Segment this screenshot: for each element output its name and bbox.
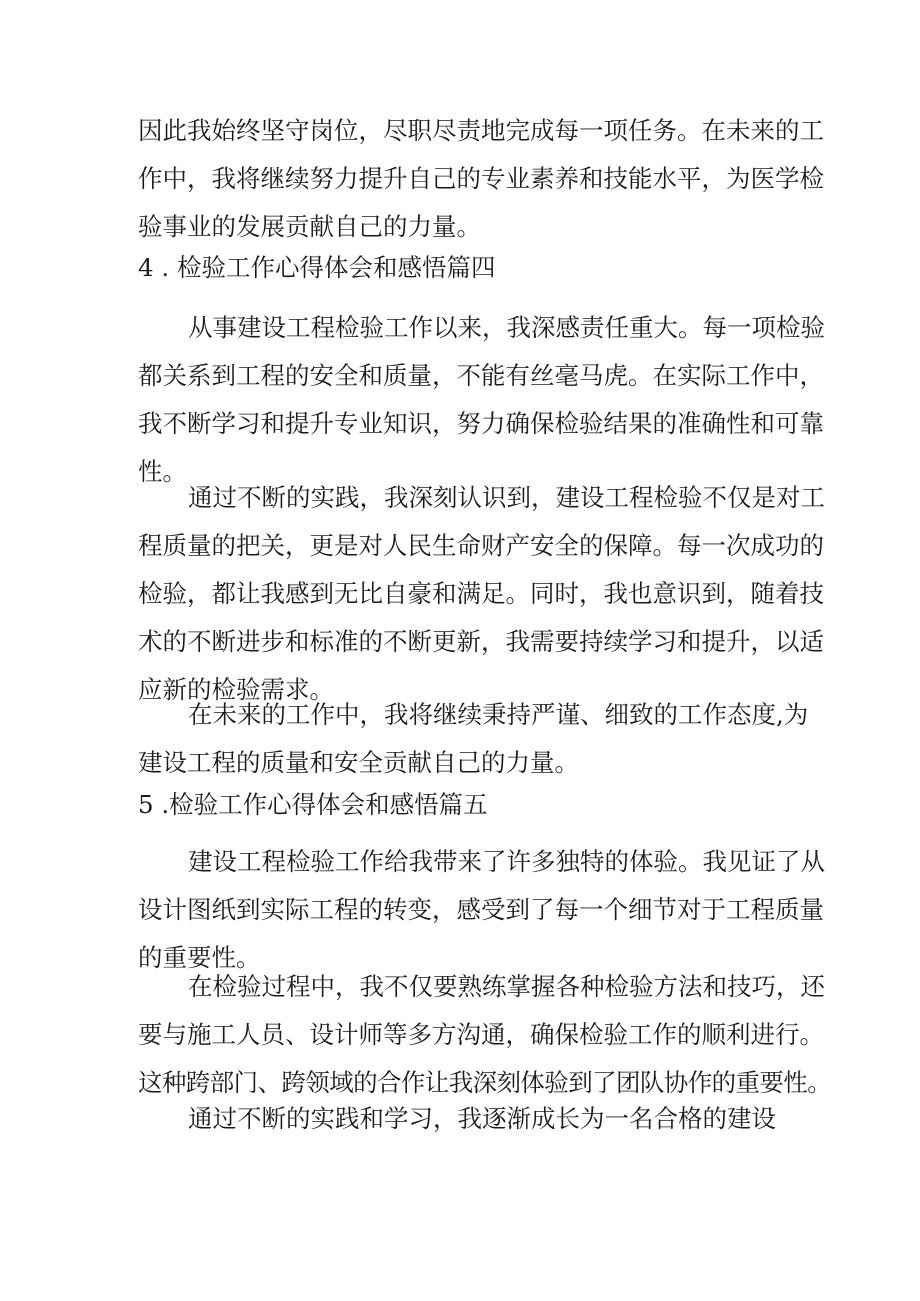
section5-paragraph-1	[138, 838, 825, 982]
paragraph-line: 性。	[138, 457, 187, 486]
paragraph-line: 从事建设工程检验工作以来，我深感责任重大。每一项检验	[188, 313, 825, 342]
paragraph-line: 应新的检验需求。	[138, 675, 334, 704]
section4-paragraph-2	[138, 474, 825, 714]
section-heading-5: 5 .检验工作心得体会和感悟篇五	[138, 790, 488, 819]
section5-paragraph-3	[138, 1095, 786, 1143]
section5-paragraph-2	[138, 963, 832, 1107]
paragraph-line: 验事业的发展贡献自己的力量。	[138, 212, 481, 241]
paragraph-line: 在未来的工作中，我将继续秉持严谨、细致的工作态度,为	[188, 700, 809, 729]
paragraph-line: 这种跨部门、跨领域的合作让我深刻体验到了团队协作的重要性。	[138, 1068, 832, 1097]
intro-paragraph	[138, 107, 824, 251]
section4-paragraph-3	[138, 691, 809, 787]
paragraph-line: 通过不断的实践，我深刻认识到，建设工程检验不仅是对工	[188, 483, 825, 512]
section4-paragraph-1	[138, 304, 825, 496]
paragraph-line: 设计图纸到实际工程的转变，感受到了每一个细节对于工程质量	[138, 895, 824, 924]
paragraph-line: 通过不断的实践和学习，我逐渐成长为一名合格的建设	[188, 1104, 776, 1133]
paragraph-line: 因此我始终坚守岗位，尽职尽责地完成每一项任务。在未来的工	[138, 116, 824, 145]
paragraph-line: 都关系到工程的安全和质量，不能有丝毫马虎。在实际工作中，	[138, 361, 824, 390]
paragraph-line: 在检验过程中，我不仅要熟练掌握各种检验方法和技巧，还	[188, 972, 825, 1001]
paragraph-line: 程质量的把关，更是对人民生命财产安全的保障。每一次成功的	[138, 531, 824, 560]
paragraph-line: 的重要性。	[138, 943, 261, 972]
paragraph-line: 检验，都让我感到无比自豪和满足。同时，我也意识到，随着技	[138, 579, 824, 608]
section-heading-4: 4 . 检验工作心得体会和感悟篇四	[138, 253, 496, 282]
paragraph-line: 建设工程的质量和安全贡献自己的力量。	[138, 748, 579, 777]
paragraph-line: 建设工程检验工作给我带来了许多独特的体验。我见证了从	[188, 847, 825, 876]
paragraph-line: 术的不断进步和标准的不断更新，我需要持续学习和提升，以适	[138, 627, 824, 656]
paragraph-line: 作中，我将继续努力提升自己的专业素养和技能水平，为医学检	[138, 164, 824, 193]
paragraph-line: 要与施工人员、设计师等多方沟通，确保检验工作的顺利进行。	[138, 1020, 824, 1049]
paragraph-line: 我不断学习和提升专业知识，努力确保检验结果的准确性和可靠	[138, 409, 824, 438]
